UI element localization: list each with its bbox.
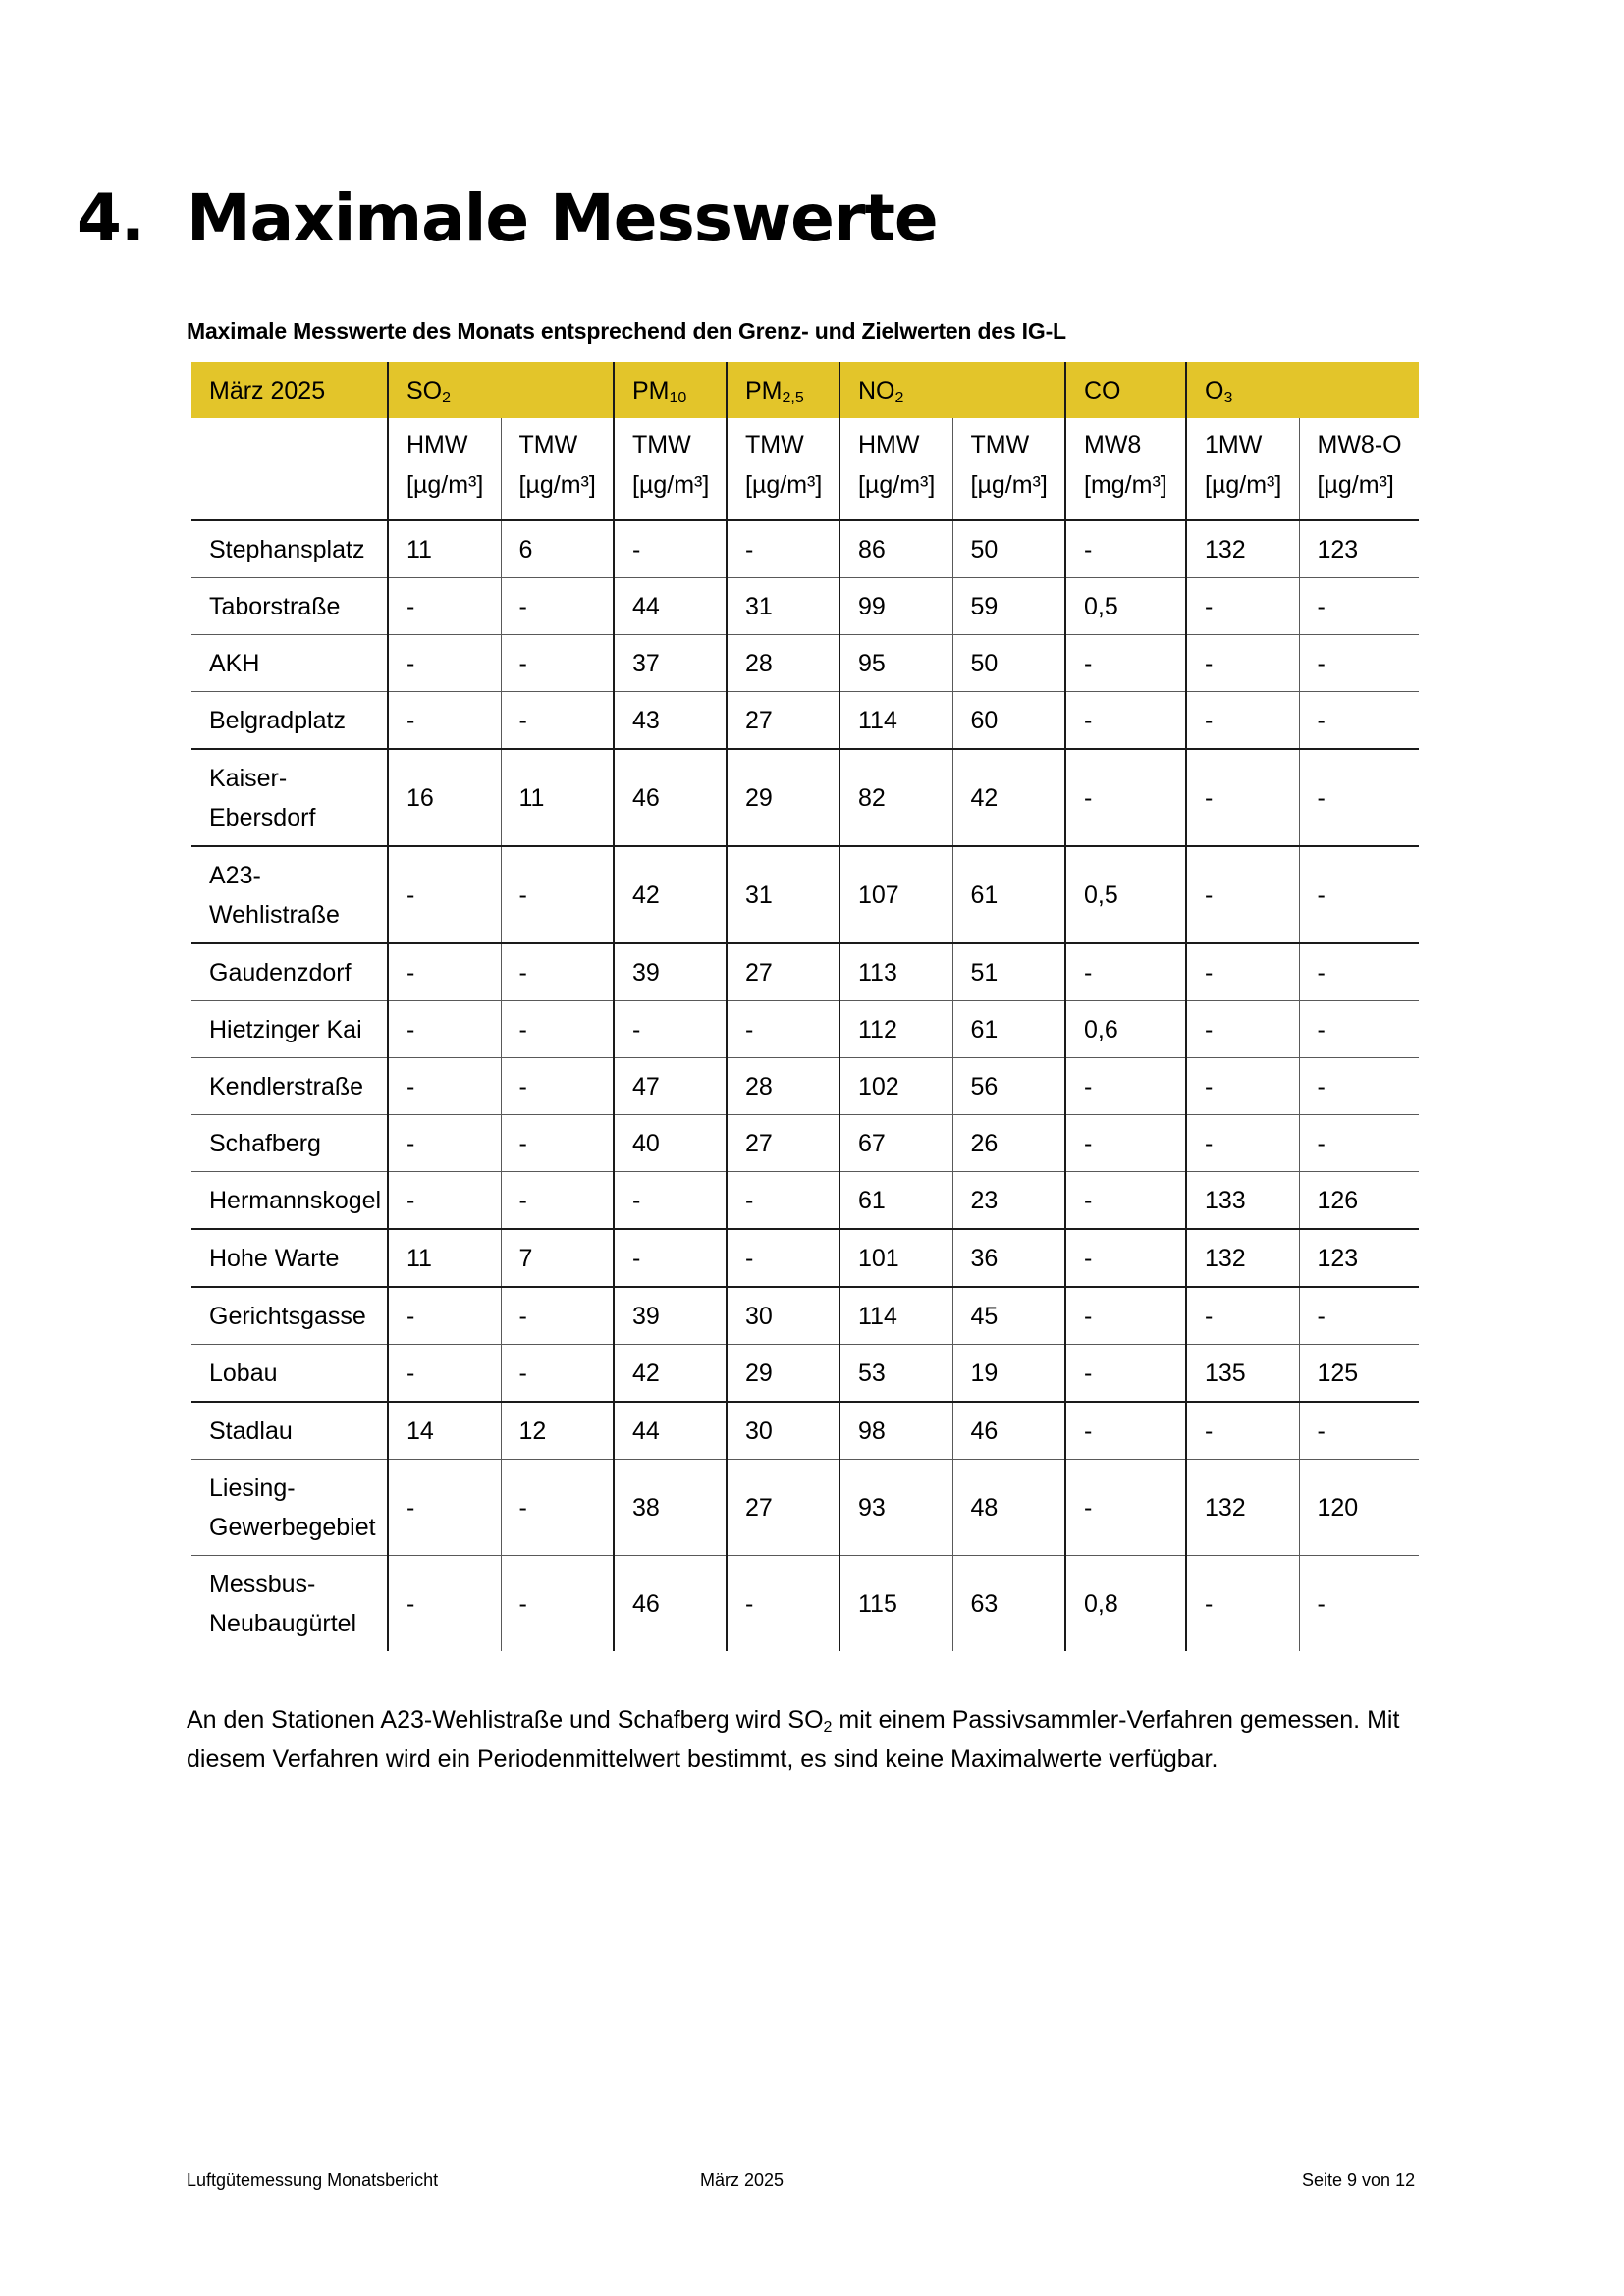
metric-name: MW8-O [1317, 431, 1402, 458]
value-cell: - [501, 1287, 614, 1345]
page-heading [77, 175, 938, 263]
value-cell: - [1299, 943, 1419, 1001]
value-cell: 6 [501, 520, 614, 578]
value-cell: - [1186, 1001, 1299, 1058]
metric-name: TMW [745, 431, 804, 458]
station-name: Hietzinger Kai [191, 1001, 388, 1058]
value-cell: 132 [1186, 1460, 1299, 1556]
value-cell: 114 [839, 692, 952, 750]
unit-header-cell [727, 418, 839, 520]
value-cell: 120 [1299, 1460, 1419, 1556]
metric-unit: [µg/m³] [1317, 471, 1394, 499]
unit-header-cell [1186, 418, 1299, 520]
value-cell: - [1186, 1115, 1299, 1172]
unit-header-cell [839, 418, 952, 520]
value-cell: 46 [614, 1556, 727, 1652]
value-cell: - [614, 1001, 727, 1058]
value-cell: 16 [388, 749, 501, 846]
value-cell: - [1186, 1058, 1299, 1115]
value-cell: 19 [952, 1345, 1065, 1403]
value-cell: - [501, 692, 614, 750]
value-cell: 101 [839, 1229, 952, 1287]
metric-unit: [µg/m³] [745, 471, 823, 499]
value-cell: 0,5 [1065, 578, 1186, 635]
value-cell: - [501, 943, 614, 1001]
value-cell: - [1299, 749, 1419, 846]
value-cell: 39 [614, 1287, 727, 1345]
value-cell: 47 [614, 1058, 727, 1115]
value-cell: - [388, 846, 501, 943]
station-name: Taborstraße [191, 578, 388, 635]
table-title: Maximale Messwerte des Monats entsprechend den Grenz- und Zielwerten des IG-L [187, 318, 1066, 344]
value-cell: - [1299, 578, 1419, 635]
unit-header-empty [191, 418, 388, 520]
value-cell: 28 [727, 1058, 839, 1115]
value-cell: - [1299, 1115, 1419, 1172]
value-cell: - [501, 1460, 614, 1556]
table-row [191, 749, 1419, 846]
value-cell: 113 [839, 943, 952, 1001]
table-row [191, 1345, 1419, 1403]
value-cell: 0,5 [1065, 846, 1186, 943]
metric-unit: [µg/m³] [858, 471, 936, 499]
value-cell: - [501, 1058, 614, 1115]
table-row [191, 846, 1419, 943]
value-cell: - [1065, 943, 1186, 1001]
value-cell: - [501, 578, 614, 635]
value-cell: - [388, 1058, 501, 1115]
table-row [191, 1001, 1419, 1058]
value-cell: 98 [839, 1402, 952, 1460]
station-name: Liesing- Gewerbegebiet [191, 1460, 388, 1556]
station-name: Gaudenzdorf [191, 943, 388, 1001]
value-cell: - [1186, 578, 1299, 635]
value-cell: 50 [952, 520, 1065, 578]
value-cell: - [1299, 1402, 1419, 1460]
value-cell: 82 [839, 749, 952, 846]
table-row [191, 1172, 1419, 1230]
table-row [191, 1287, 1419, 1345]
station-name: Kaiser- Ebersdorf [191, 749, 388, 846]
value-cell: 53 [839, 1345, 952, 1403]
unit-header-cell [1065, 418, 1186, 520]
value-cell: - [388, 1001, 501, 1058]
value-cell: - [1186, 749, 1299, 846]
value-cell: - [1065, 1229, 1186, 1287]
value-cell: 115 [839, 1556, 952, 1652]
value-cell: 39 [614, 943, 727, 1001]
value-cell: 43 [614, 692, 727, 750]
value-cell: 112 [839, 1001, 952, 1058]
metric-unit: [mg/m³] [1084, 471, 1167, 499]
value-cell: - [614, 520, 727, 578]
value-cell: - [1299, 1287, 1419, 1345]
value-cell: - [727, 520, 839, 578]
period-header: März 2025 [191, 362, 388, 418]
unit-header-cell [614, 418, 727, 520]
station-name: Hohe Warte [191, 1229, 388, 1287]
value-cell: 93 [839, 1460, 952, 1556]
value-cell: 132 [1186, 1229, 1299, 1287]
value-cell: 63 [952, 1556, 1065, 1652]
value-cell: - [1065, 692, 1186, 750]
value-cell: 95 [839, 635, 952, 692]
pollutant-header-row [191, 362, 1419, 418]
value-cell: - [388, 943, 501, 1001]
metric-name: HMW [858, 431, 920, 458]
station-name: Stadlau [191, 1402, 388, 1460]
value-cell: - [1186, 943, 1299, 1001]
value-cell: - [1065, 1345, 1186, 1403]
value-cell: 31 [727, 578, 839, 635]
heading-title: Maximale Messwerte [187, 181, 938, 256]
table-row [191, 943, 1419, 1001]
value-cell: 107 [839, 846, 952, 943]
metric-name: TMW [632, 431, 691, 458]
value-cell: - [1065, 1172, 1186, 1230]
value-cell: 59 [952, 578, 1065, 635]
value-cell: 40 [614, 1115, 727, 1172]
metric-name: HMW [406, 431, 468, 458]
value-cell: - [388, 1115, 501, 1172]
max-values-table [191, 362, 1419, 1651]
metric-unit: [µg/m³] [1205, 471, 1282, 499]
value-cell: - [388, 1345, 501, 1403]
value-cell: 23 [952, 1172, 1065, 1230]
value-cell: 45 [952, 1287, 1065, 1345]
value-cell: - [1065, 520, 1186, 578]
value-cell: - [1299, 846, 1419, 943]
value-cell: 123 [1299, 520, 1419, 578]
value-cell: 46 [952, 1402, 1065, 1460]
station-name: Hermannskogel [191, 1172, 388, 1230]
value-cell: - [1065, 1287, 1186, 1345]
value-cell: 135 [1186, 1345, 1299, 1403]
station-name: Messbus- Neubaugürtel [209, 1570, 357, 1637]
table-row [191, 520, 1419, 578]
value-cell: 86 [839, 520, 952, 578]
value-cell: 46 [614, 749, 727, 846]
value-cell: 51 [952, 943, 1065, 1001]
table-body [191, 520, 1419, 1651]
value-cell: 26 [952, 1115, 1065, 1172]
value-cell: - [388, 635, 501, 692]
value-cell: 99 [839, 578, 952, 635]
value-cell: - [727, 1172, 839, 1230]
value-cell: - [1186, 635, 1299, 692]
value-cell: 27 [727, 692, 839, 750]
station-name: Gerichtsgasse [191, 1287, 388, 1345]
value-cell: - [1065, 1115, 1186, 1172]
metric-unit: [µg/m³] [632, 471, 710, 499]
station-name: A23- Wehlistraße [191, 846, 388, 943]
value-cell: 11 [388, 1229, 501, 1287]
value-cell: - [1065, 1058, 1186, 1115]
value-cell: 126 [1299, 1172, 1419, 1230]
value-cell: 42 [952, 749, 1065, 846]
value-cell: - [727, 1229, 839, 1287]
value-cell: 60 [952, 692, 1065, 750]
pollutant-header-o3: $O_3$ [1186, 362, 1419, 418]
value-cell: - [501, 1345, 614, 1403]
station-name: Lobau [191, 1345, 388, 1403]
metric-name: 1MW [1205, 431, 1263, 458]
station-name: Schafberg [191, 1115, 388, 1172]
value-cell: - [1186, 1287, 1299, 1345]
value-cell: 67 [839, 1115, 952, 1172]
value-cell: 28 [727, 635, 839, 692]
value-cell: 61 [952, 846, 1065, 943]
value-cell: - [614, 1229, 727, 1287]
value-cell: - [1065, 749, 1186, 846]
unit-header-cell [501, 418, 614, 520]
pollutant-header-no2: $NO_2$ [839, 362, 1065, 418]
value-cell: 0,8 [1065, 1556, 1186, 1652]
value-cell: - [1186, 1402, 1299, 1460]
value-cell: - [1186, 1556, 1299, 1652]
value-cell: 61 [952, 1001, 1065, 1058]
value-cell: 27 [727, 1115, 839, 1172]
heading-number: 4. [77, 181, 144, 256]
unit-header-row [191, 418, 1419, 520]
table-row [191, 692, 1419, 750]
station-name: Stephansplatz [191, 520, 388, 578]
value-cell: 29 [727, 749, 839, 846]
value-cell: - [1065, 635, 1186, 692]
value-cell: 30 [727, 1402, 839, 1460]
value-cell: - [501, 1115, 614, 1172]
station-name: Kendlerstraße [191, 1058, 388, 1115]
pollutant-header-co: CO [1065, 362, 1186, 418]
value-cell: 36 [952, 1229, 1065, 1287]
metric-name: TMW [518, 431, 578, 458]
value-cell: 133 [1186, 1172, 1299, 1230]
value-cell: 44 [614, 1402, 727, 1460]
pollutant-header-pm25: $PM_{2,5}$ [727, 362, 839, 418]
footer-page-number: Seite 9 von 12 [1302, 2170, 1416, 2190]
table-row [191, 1556, 1419, 1652]
table-row [191, 1460, 1419, 1556]
note-text-2: mit einem Passivsammler-Verfahren gemessen. Mit diesem Verfahren wird ein Periodenmittelwert bestimmt, es sind keine Maximalwerte verfügbar. [187, 1706, 1400, 1773]
station-name: AKH [191, 635, 388, 692]
value-cell: - [388, 1460, 501, 1556]
table-row [191, 1229, 1419, 1287]
value-cell: 56 [952, 1058, 1065, 1115]
value-cell: 42 [614, 846, 727, 943]
table-row [191, 1058, 1419, 1115]
value-cell: - [388, 1287, 501, 1345]
value-cell: 61 [839, 1172, 952, 1230]
pollutant-header-so2: $SO_2$ [388, 362, 614, 418]
value-cell: 38 [614, 1460, 727, 1556]
value-cell: 50 [952, 635, 1065, 692]
table-row [191, 578, 1419, 635]
value-cell: - [1186, 692, 1299, 750]
value-cell: 44 [614, 578, 727, 635]
value-cell: - [1299, 1058, 1419, 1115]
footer-month: März 2025 [700, 2170, 785, 2190]
unit-header-cell [1299, 418, 1419, 520]
value-cell: - [1299, 635, 1419, 692]
value-cell: - [501, 1001, 614, 1058]
value-cell: 14 [388, 1402, 501, 1460]
note-subscript: 2 [823, 1719, 833, 1735]
value-cell: - [1299, 692, 1419, 750]
value-cell: 48 [952, 1460, 1065, 1556]
table-row [191, 635, 1419, 692]
value-cell: - [388, 578, 501, 635]
value-cell: 37 [614, 635, 727, 692]
footer-report-name: Luftgütemessung Monatsbericht [187, 2170, 439, 2190]
value-cell: 125 [1299, 1345, 1419, 1403]
metric-unit: [µg/m³] [406, 471, 484, 499]
value-cell: - [727, 1001, 839, 1058]
value-cell: - [1299, 1001, 1419, 1058]
value-cell: 11 [388, 520, 501, 578]
value-cell: - [1186, 846, 1299, 943]
table-row [191, 1402, 1419, 1460]
value-cell: - [1299, 1556, 1419, 1652]
value-cell: 42 [614, 1345, 727, 1403]
value-cell: 7 [501, 1229, 614, 1287]
note-text-1: An den Stationen A23-Wehlistraße und Schafberg wird SO [187, 1706, 824, 1734]
value-cell: - [388, 1172, 501, 1230]
pollutant-header-pm10: $PM_{10}$ [614, 362, 727, 418]
footnote-paragraph [187, 1700, 1434, 1779]
value-cell: 0,6 [1065, 1001, 1186, 1058]
unit-header-cell [952, 418, 1065, 520]
station-name: Belgradplatz [191, 692, 388, 750]
value-cell: - [727, 1556, 839, 1652]
value-cell: 31 [727, 846, 839, 943]
value-cell: 114 [839, 1287, 952, 1345]
value-cell: 132 [1186, 520, 1299, 578]
table-row [191, 1115, 1419, 1172]
value-cell: 11 [501, 749, 614, 846]
value-cell: 27 [727, 1460, 839, 1556]
value-cell: 102 [839, 1058, 952, 1115]
metric-unit: [µg/m³] [970, 471, 1048, 499]
value-cell: - [1065, 1460, 1186, 1556]
metric-name: TMW [970, 431, 1030, 458]
metric-name: MW8 [1084, 431, 1142, 458]
value-cell: - [501, 635, 614, 692]
value-cell: - [501, 846, 614, 943]
unit-header-cell [388, 418, 501, 520]
value-cell: 30 [727, 1287, 839, 1345]
metric-unit: [µg/m³] [518, 471, 596, 499]
value-cell: 123 [1299, 1229, 1419, 1287]
value-cell: 27 [727, 943, 839, 1001]
value-cell: - [388, 692, 501, 750]
value-cell: - [501, 1556, 614, 1652]
value-cell: - [614, 1172, 727, 1230]
value-cell: - [1065, 1402, 1186, 1460]
value-cell: - [388, 1556, 501, 1652]
value-cell: 12 [501, 1402, 614, 1460]
value-cell: - [501, 1172, 614, 1230]
value-cell: 29 [727, 1345, 839, 1403]
